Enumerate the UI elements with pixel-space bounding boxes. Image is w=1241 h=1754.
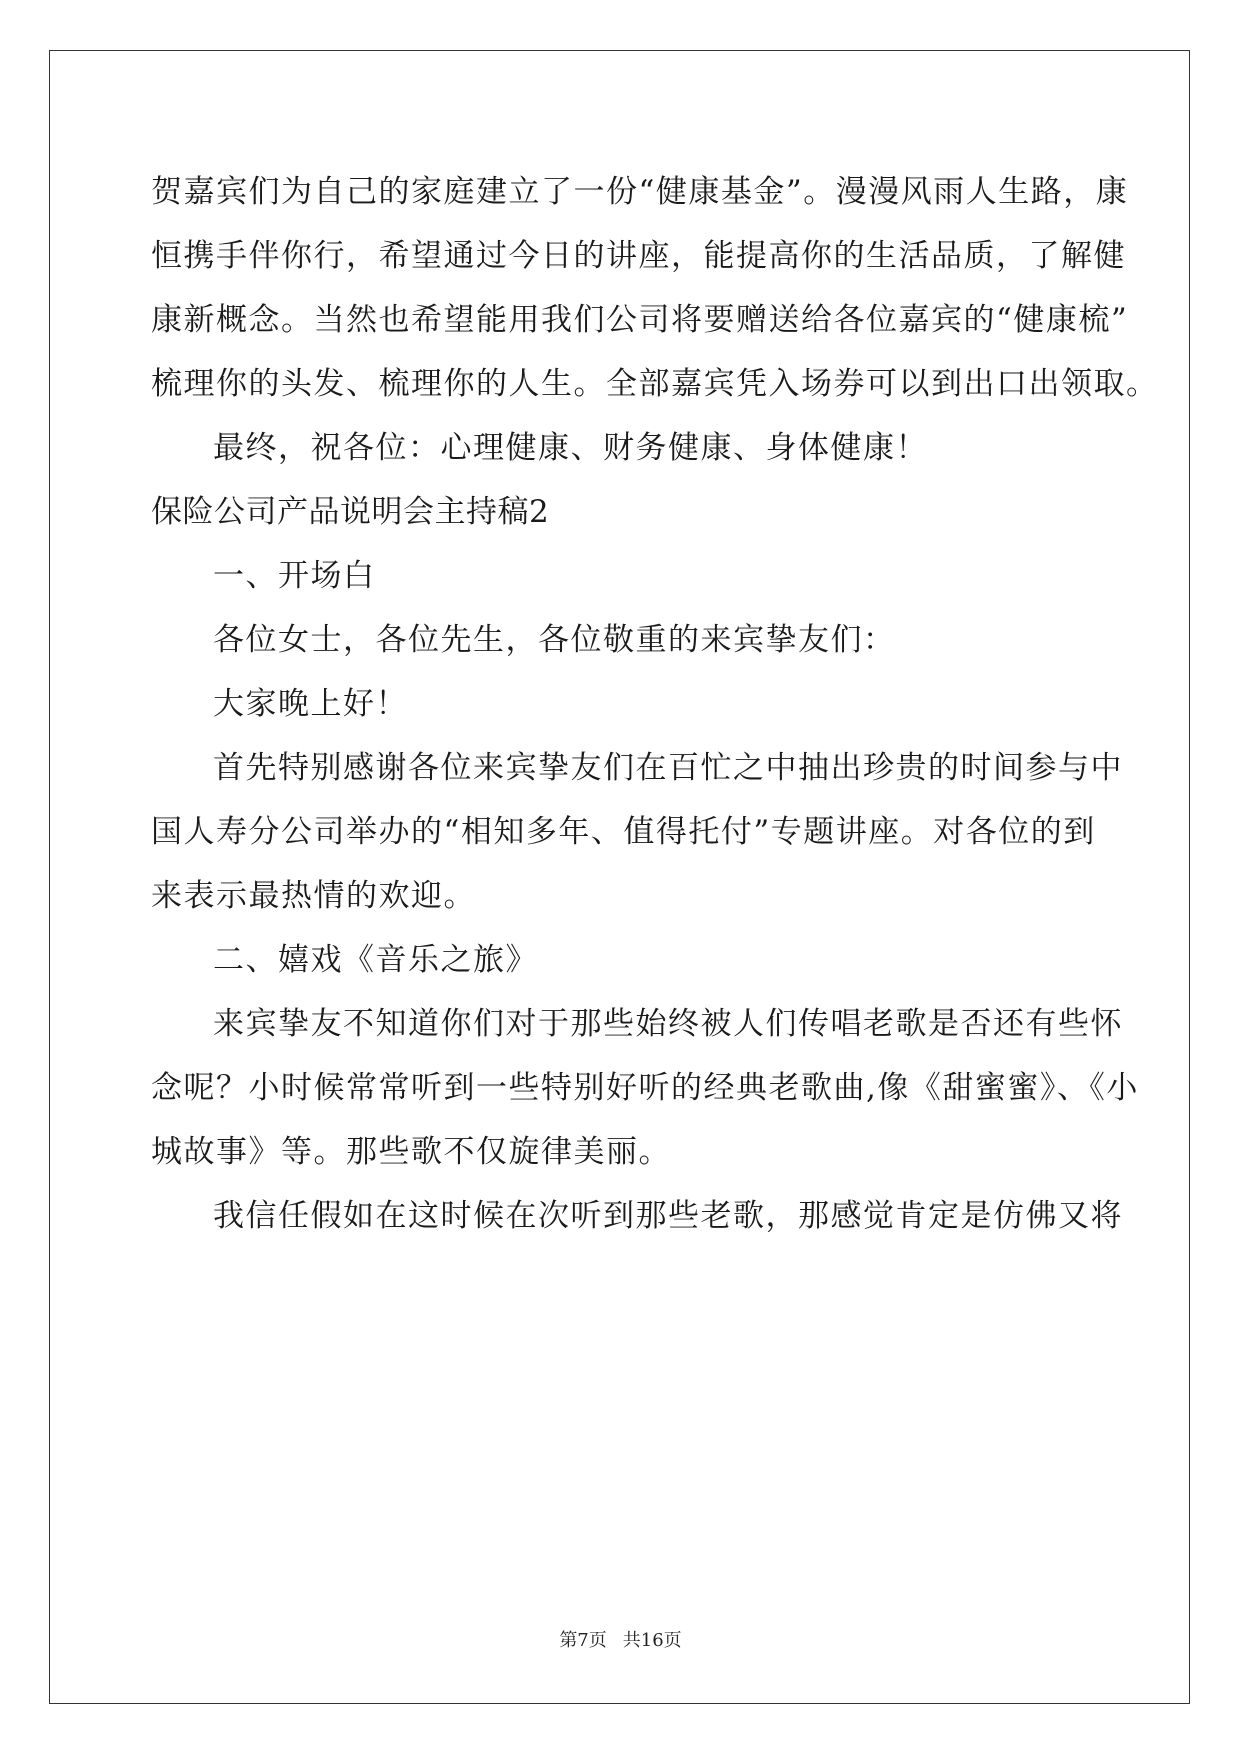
- text-line: 我信任假如在这时候在次听到那些老歌，那感觉肯定是仿佛又将: [213, 1198, 1123, 1234]
- text-line: 来宾挚友不知道你们对于那些始终被人们传唱老歌是否还有些怀: [213, 1006, 1123, 1042]
- text-line: 首先特别感谢各位来宾挚友们在百忙之中抽出珍贵的时间参与中: [213, 750, 1123, 786]
- section-heading: 一、开场白: [213, 558, 376, 594]
- page-footer: [0, 1626, 1241, 1652]
- text-line: 国人寿分公司举办的“相知多年、值得托付”专题讲座。对各位的到: [151, 814, 1096, 850]
- page-number: 第7页: [559, 1630, 607, 1651]
- document-body: [151, 160, 1159, 1248]
- text-line: 来表示最热情的欢迎。: [151, 878, 476, 914]
- text-line: 最终，祝各位：心理健康、财务健康、身体健康！: [213, 430, 928, 466]
- section-title: 保险公司产品说明会主持稿2: [151, 494, 550, 530]
- text-line: 各位女士，各位先生，各位敬重的来宾挚友们：: [213, 622, 896, 658]
- text-line: 大家晚上好！: [213, 686, 408, 722]
- section-heading: 二、嬉戏《音乐之旅》: [213, 942, 538, 978]
- text-line: 念呢？小时候常常听到一些特别好听的经典老歌曲,像《甜蜜蜜》、《小: [151, 1070, 1139, 1106]
- text-line: 梳理你的头发、梳理你的人生。全部嘉宾凭入场券可以到出口出领取。: [151, 366, 1159, 402]
- text-line: 康新概念。当然也希望能用我们公司将要赠送给各位嘉宾的“健康梳”: [151, 302, 1129, 338]
- text-line: 恒携手伴你行，希望通过今日的讲座，能提高你的生活品质，了解健: [151, 238, 1126, 274]
- text-line: 贺嘉宾们为自己的家庭建立了一份“健康基金”。漫漫风雨人生路，康: [151, 174, 1129, 210]
- text-line: 城故事》等。那些歌不仅旋律美丽。: [151, 1134, 671, 1170]
- page-total: 共16页: [622, 1630, 682, 1651]
